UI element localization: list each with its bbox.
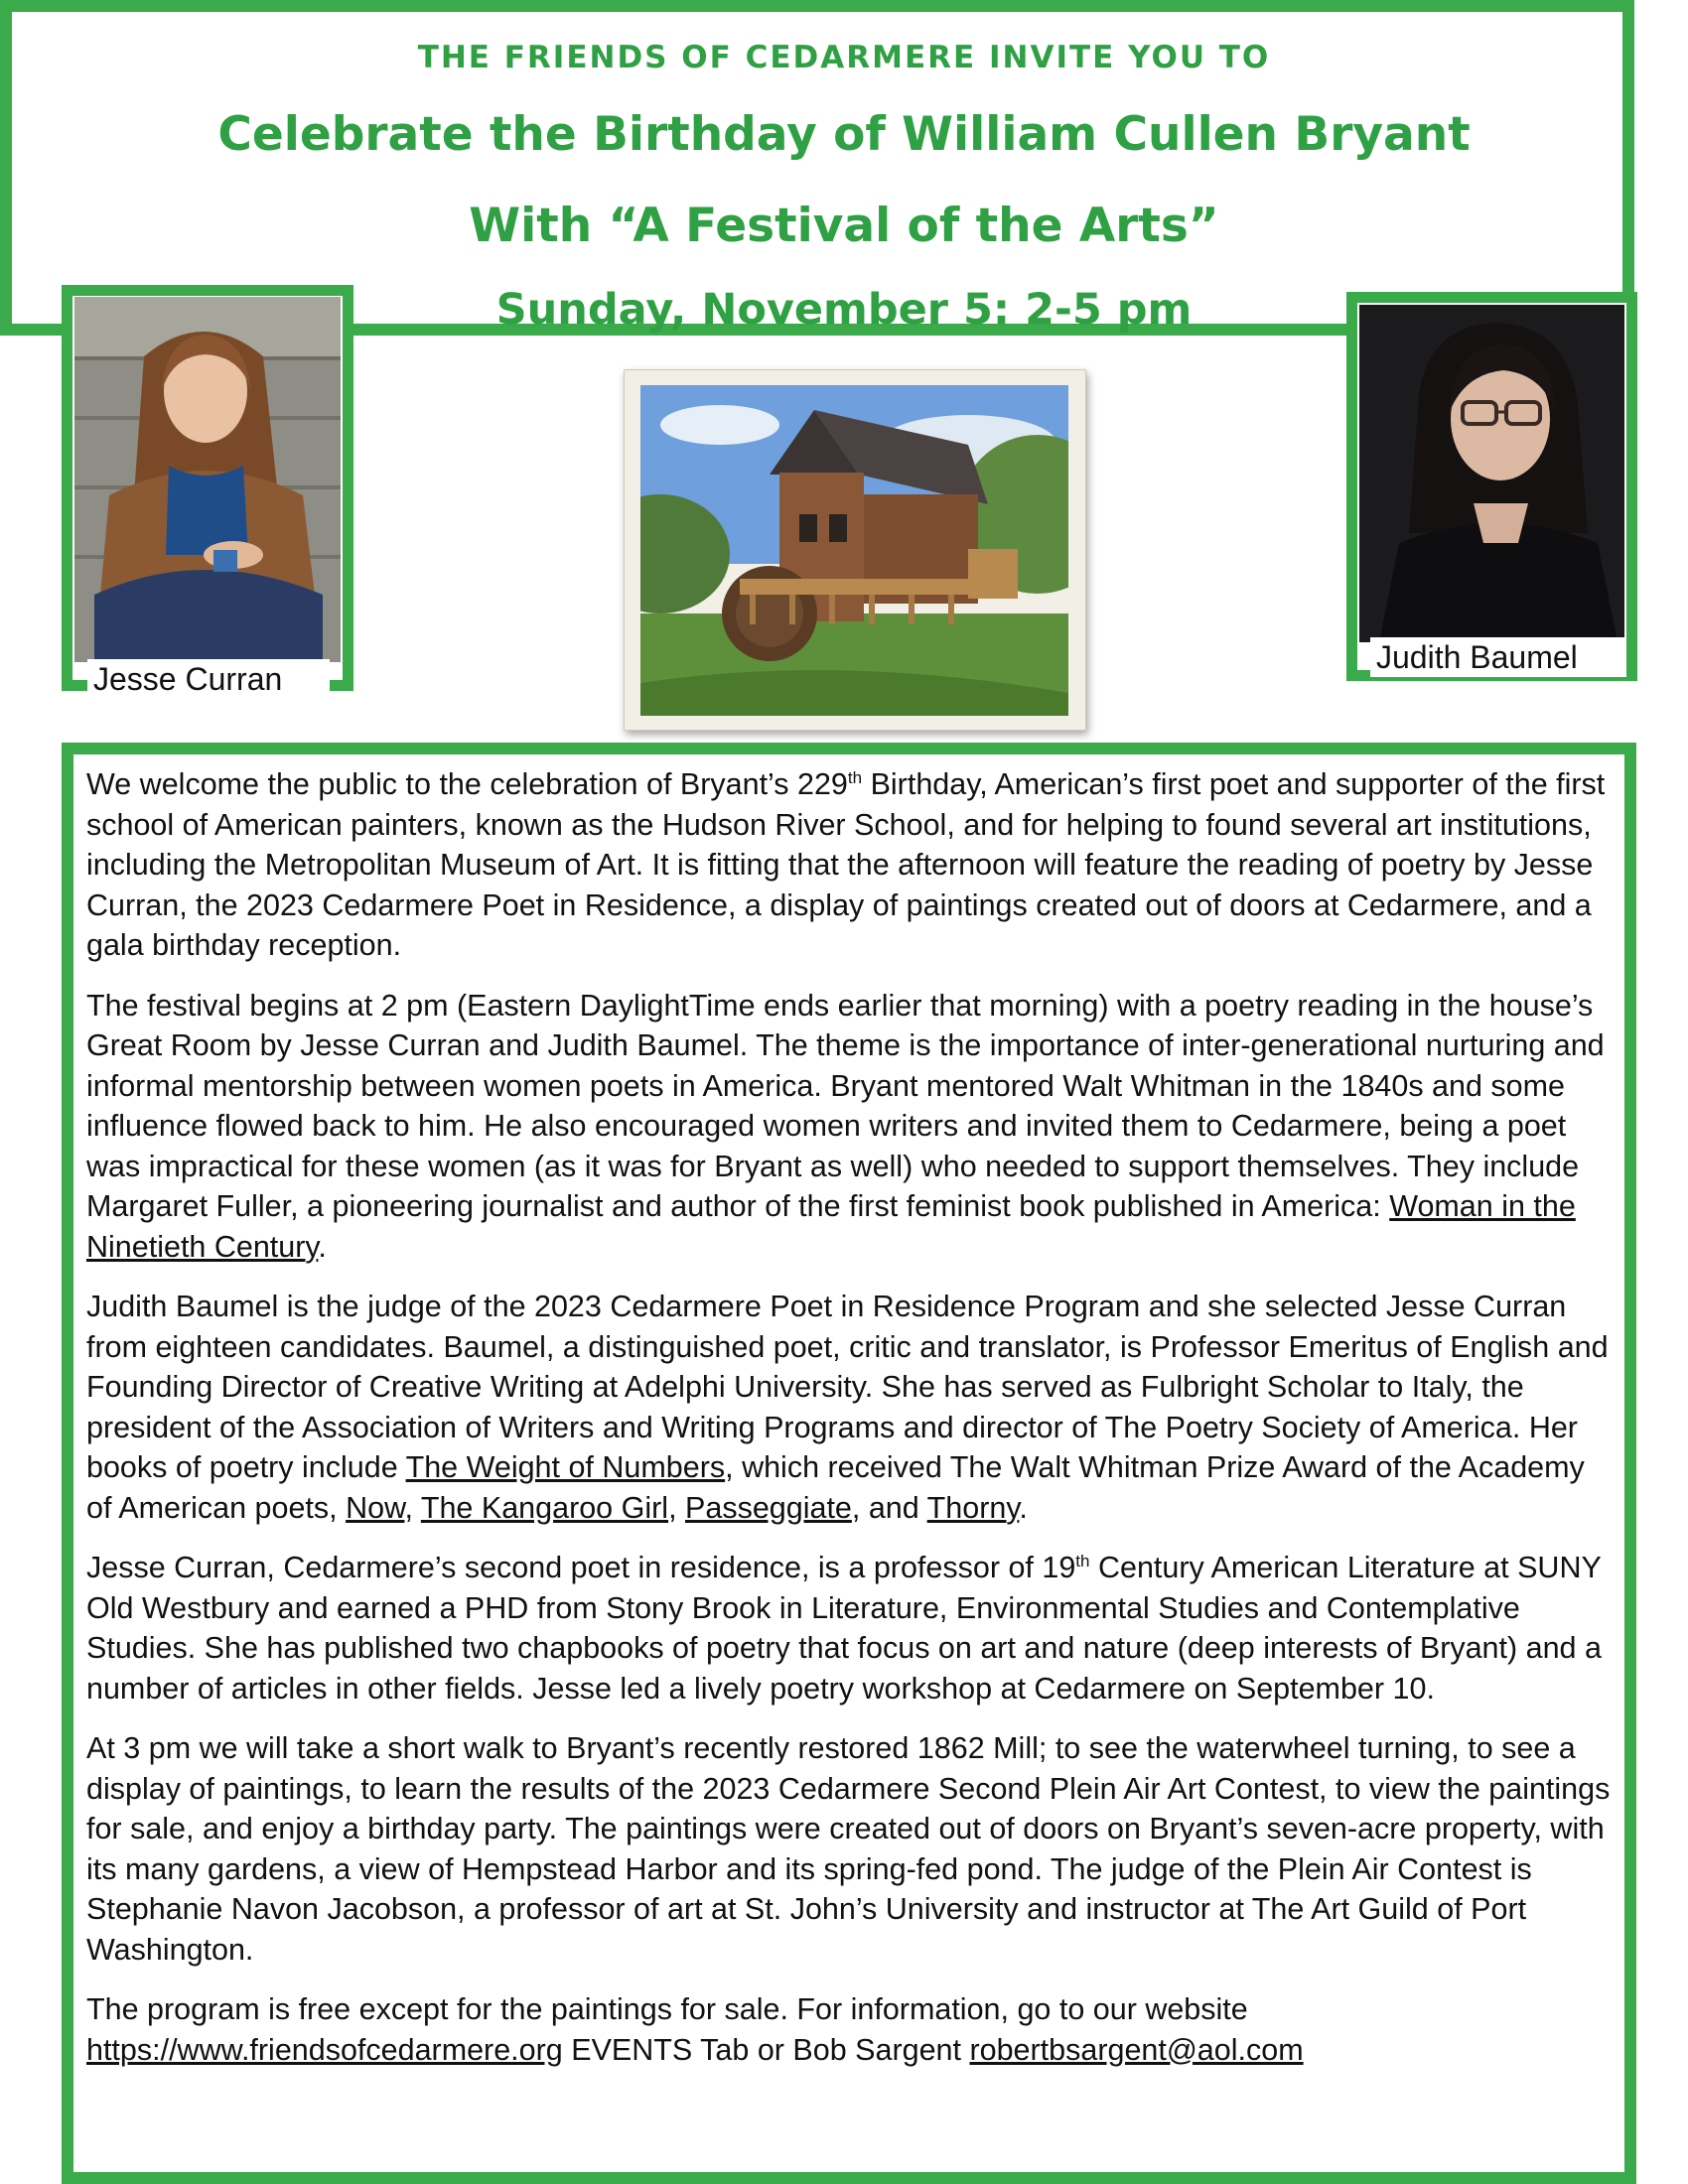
paragraph-festival: The festival begins at 2 pm (Eastern DaylightTime ends earlier that morning) with a poetry reading in the house’s Great Room by Jesse Curran and Judith Baumel. The theme is the importance of inter-generational nurturing and informal mentorship between women poets in America. Bryant mentored Walt Whitman in the 1840s and some influence flowed back to him. He also encouraged women writers and invited them to Cedarmere, being a poet was impractical for these women (as it was for Bryant as well) who needed to support themselves. They include Margaret Fuller, a pioneering journalist and author of the first feminist book published in America: Woman in the Ninetieth Century. <box>86 988 1605 1264</box>
website-link[interactable]: https://www.friendsofcedarmere.org <box>86 2032 563 2067</box>
portrait-jesse-curran <box>74 297 341 662</box>
book-title: Woman in the Ninetieth Century <box>86 1189 1576 1264</box>
paragraph-curran: Jesse Curran, Cedarmere’s second poet in residence, is a professor of 19th Century American Literature at SUNY Old Westbury and earned a PHD from Stony Brook in Literature, Environmental Studies and Contemplative Studies. She has published two chapbooks of poetry that focus on art and nature (deep interests of Bryant) and a number of articles in other fields. Jesse led a lively poetry workshop at Cedarmere on September 10. <box>86 1551 1602 1706</box>
book-title: Thorny <box>926 1490 1020 1525</box>
portrait-caption-left: Jesse Curran <box>87 659 330 699</box>
paragraph-intro: We welcome the public to the celebration of Bryant’s 229th Birthday, American’s first poet and supporter of the first school of American painters, known as the Hudson River School, and for helping to found several art institutions, including the Metropolitan Museum of Art. It is fitting that the afternoon will feature the reading of poetry by Jesse Curran, the 2023 Cedarmere Poet in Residence, a display of paintings created out of doors at Cedarmere, and a gala birthday reception. <box>86 767 1606 962</box>
event-title: Celebrate the Birthday of William Cullen Bryant <box>217 107 1471 162</box>
event-subtitle: With “A Festival of the Arts” <box>469 199 1219 253</box>
book-title: The Weight of Numbers <box>405 1450 726 1484</box>
book-title: Passeggiate <box>685 1490 852 1525</box>
book-title: The Kangaroo Girl <box>420 1490 669 1525</box>
paragraph-contact: The program is free except for the paintings for sale. For information, go to our website https://www.friendsofcedarmere.org EVENTS Tab or Bob Sargent robertbsargent@aol.com <box>86 1992 1304 2067</box>
email-link[interactable]: robertbsargent@aol.com <box>969 2032 1304 2067</box>
event-date: Sunday, November 5: 2-5 pm <box>495 285 1193 335</box>
paragraph-mill: At 3 pm we will take a short walk to Bryant’s recently restored 1862 Mill; to see the waterwheel turning, to see a display of paintings, to learn the results of the 2023 Cedarmere Second Plein Air Art Contest, to view the paintings for sale, and enjoy a birthday party. The paintings were created out of doors on Bryant’s seven-acre property, with its many gardens, a view of Hempstead Harbor and its spring-fed pond. The judge of the Plein Air Contest is Stephanie Navon Jacobson, a professor of art at St. John’s University and instructor at The Art Guild of Port Washington. <box>86 1731 1611 1967</box>
paragraph-baumel: Judith Baumel is the judge of the 2023 Cedarmere Poet in Residence Program and she selected Jesse Curran from eighteen candidates. Baumel, a distinguished poet, critic and translator, is Professor Emeritus of English and Founding Director of Creative Writing at Adelphi University. She has served as Fulbright Scholar to Italy, the president of the Association of Writers and Writing Programs and director of The Poetry Society of America. Her books of poetry include The Weight of Numbers, which received The Walt Whitman Prize Award of the Academy of American poets, Now, The Kangaroo Girl, Passeggiate, and Thorny. <box>86 1290 1609 1525</box>
mill-photo <box>640 385 1068 716</box>
body-text <box>86 764 1616 2090</box>
book-title: Now <box>346 1490 405 1525</box>
portrait-caption-right: Judith Baumel <box>1370 637 1626 677</box>
invite-line: THE FRIENDS OF CEDARMERE INVITE YOU TO <box>417 40 1271 75</box>
portrait-judith-baumel <box>1359 305 1624 642</box>
